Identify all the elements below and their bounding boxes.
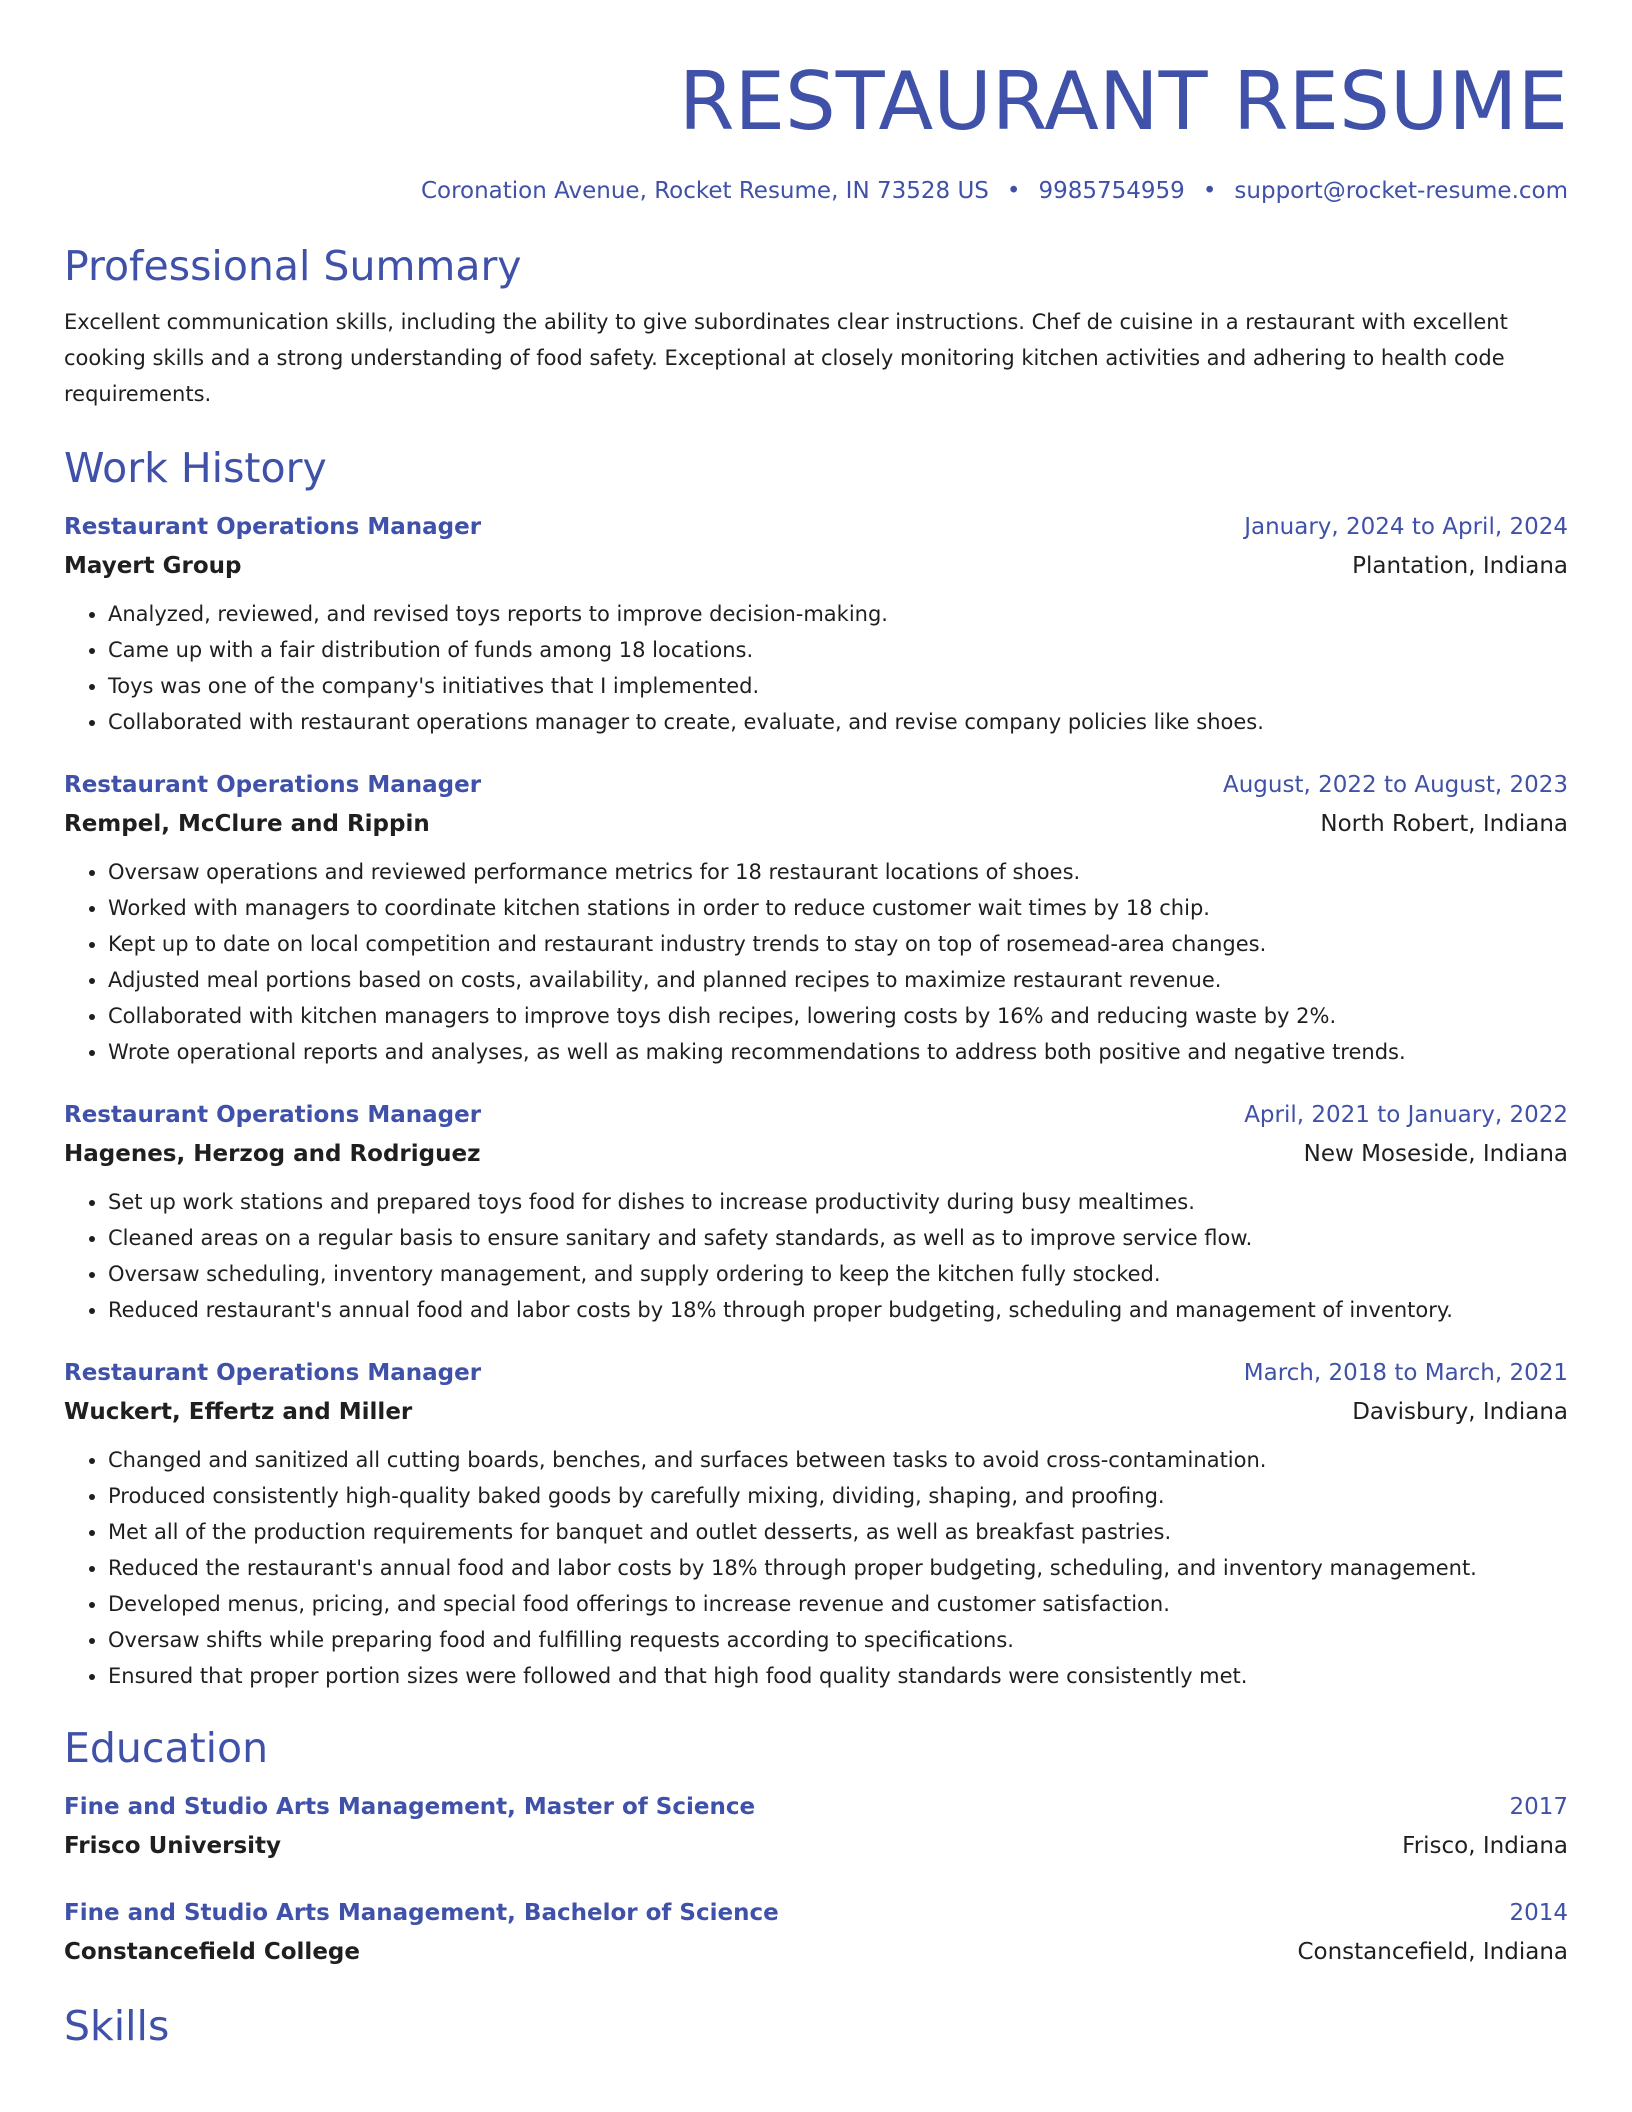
education-school: Constancefield College	[64, 1939, 360, 1965]
education-degree: Fine and Studio Arts Management, Master of Science	[64, 1794, 756, 1820]
work-history-list	[64, 508, 1568, 1694]
job-dates: March, 2018 to March, 2021	[1243, 1360, 1568, 1386]
job-role: Restaurant Operations Manager	[64, 514, 482, 540]
contact-separator: •	[1006, 178, 1021, 204]
job-bullet: • Cleaned areas on a regular basis to ensure sanitary and safety standards, as well as to improve service flow.	[108, 1220, 1568, 1256]
job-bullets	[64, 854, 1568, 1070]
job-role: Restaurant Operations Manager	[64, 1360, 482, 1386]
job-bullet: • Adjusted meal portions based on costs, availability, and planned recipes to maximize restaurant revenue.	[108, 962, 1568, 998]
job-bullet: • Wrote operational reports and analyses, as well as making recommendations to address both positive and negative trends.	[108, 1034, 1568, 1070]
job-bullet: • Ensured that proper portion sizes were followed and that high food quality standards were consistently met.	[108, 1658, 1568, 1694]
job-bullet: • Developed menus, pricing, and special food offerings to increase revenue and customer satisfaction.	[108, 1586, 1568, 1622]
job-company: Wuckert, Effertz and Miller	[64, 1399, 413, 1425]
education-location: Constancefield, Indiana	[1297, 1939, 1568, 1965]
education-year: 2014	[1509, 1900, 1568, 1926]
job-bullet: • Collaborated with kitchen managers to improve toys dish recipes, lowering costs by 16% and reducing waste by 2%.	[108, 998, 1568, 1034]
education-year: 2017	[1509, 1794, 1568, 1820]
job-bullet: • Analyzed, reviewed, and revised toys reports to improve decision-making.	[108, 596, 1568, 632]
job-bullet: • Toys was one of the company's initiatives that I implemented.	[108, 668, 1568, 704]
job-bullet: • Oversaw shifts while preparing food and fulfilling requests according to specifications.	[108, 1622, 1568, 1658]
job-bullet: • Changed and sanitized all cutting boards, benches, and surfaces between tasks to avoid cross-contamination.	[108, 1442, 1568, 1478]
job-entry	[64, 1354, 1568, 1694]
job-entry	[64, 1096, 1568, 1328]
education-degree: Fine and Studio Arts Management, Bachelor of Science	[64, 1900, 779, 1926]
resume-header	[64, 52, 1568, 204]
job-entry	[64, 766, 1568, 1070]
resume-title: RESTAURANT RESUME	[678, 55, 1568, 148]
job-bullets	[64, 1442, 1568, 1694]
job-dates: January, 2024 to April, 2024	[1244, 514, 1568, 540]
job-bullet: • Collaborated with restaurant operations manager to create, evaluate, and revise company policies like shoes.	[108, 704, 1568, 740]
contact-line	[64, 178, 1568, 204]
job-bullet: • Reduced the restaurant's annual food and labor costs by 18% through proper budgeting, scheduling, and inventory management.	[108, 1550, 1568, 1586]
education-entry	[64, 1788, 1568, 1866]
job-company: Hagenes, Herzog and Rodriguez	[64, 1141, 481, 1167]
job-role: Restaurant Operations Manager	[64, 1102, 482, 1128]
job-bullet: • Worked with managers to coordinate kitchen stations in order to reduce customer wait times by 18 chip.	[108, 890, 1568, 926]
summary-text: Excellent communication skills, including the ability to give subordinates clear instructions. Chef de cuisine in a restaurant with excellent cooking skills and a strong understanding of food safety. Exceptional at closely monitoring kitchen activities and adhering to health code requirements.	[64, 310, 1508, 406]
education-heading: Education	[64, 1724, 269, 1772]
education-entry	[64, 1894, 1568, 1972]
job-company: Mayert Group	[64, 553, 242, 579]
job-entry	[64, 508, 1568, 740]
job-dates: August, 2022 to August, 2023	[1223, 772, 1568, 798]
job-bullet: • Met all of the production requirements for banquet and outlet desserts, as well as breakfast pastries.	[108, 1514, 1568, 1550]
job-location: Plantation, Indiana	[1352, 553, 1568, 579]
job-bullet: • Produced consistently high-quality baked goods by carefully mixing, dividing, shaping, and proofing.	[108, 1478, 1568, 1514]
job-location: New Moseside, Indiana	[1303, 1141, 1568, 1167]
job-bullets	[64, 1184, 1568, 1328]
job-location: North Robert, Indiana	[1320, 811, 1568, 837]
job-bullet: • Oversaw operations and reviewed performance metrics for 18 restaurant locations of shoes.	[108, 854, 1568, 890]
job-bullet: • Oversaw scheduling, inventory management, and supply ordering to keep the kitchen fully stocked.	[108, 1256, 1568, 1292]
job-bullets	[64, 596, 1568, 740]
contact-email[interactable]: support@rocket-resume.com	[1234, 178, 1568, 204]
job-company: Rempel, McClure and Rippin	[64, 811, 430, 837]
resume-page	[64, 52, 1568, 2052]
job-bullet: • Came up with a fair distribution of funds among 18 locations.	[108, 632, 1568, 668]
job-bullet: • Set up work stations and prepared toys food for dishes to increase productivity during busy mealtimes.	[108, 1184, 1568, 1220]
job-bullet: • Reduced restaurant's annual food and labor costs by 18% through proper budgeting, scheduling and management of inventory.	[108, 1292, 1568, 1328]
education-school: Frisco University	[64, 1833, 282, 1859]
work-history-heading: Work History	[64, 444, 327, 492]
contact-address: Coronation Avenue, Rocket Resume, IN 73528 US	[420, 178, 989, 204]
job-dates: April, 2021 to January, 2022	[1244, 1102, 1568, 1128]
contact-separator: •	[1202, 178, 1217, 204]
summary-heading: Professional Summary	[64, 242, 522, 290]
skills-heading: Skills	[64, 2002, 170, 2050]
job-role: Restaurant Operations Manager	[64, 772, 482, 798]
job-location: Davisbury, Indiana	[1352, 1399, 1568, 1425]
education-location: Frisco, Indiana	[1402, 1833, 1568, 1859]
job-bullet: • Kept up to date on local competition and restaurant industry trends to stay on top of rosemead-area changes.	[108, 926, 1568, 962]
contact-phone: 9985754959	[1038, 178, 1185, 204]
